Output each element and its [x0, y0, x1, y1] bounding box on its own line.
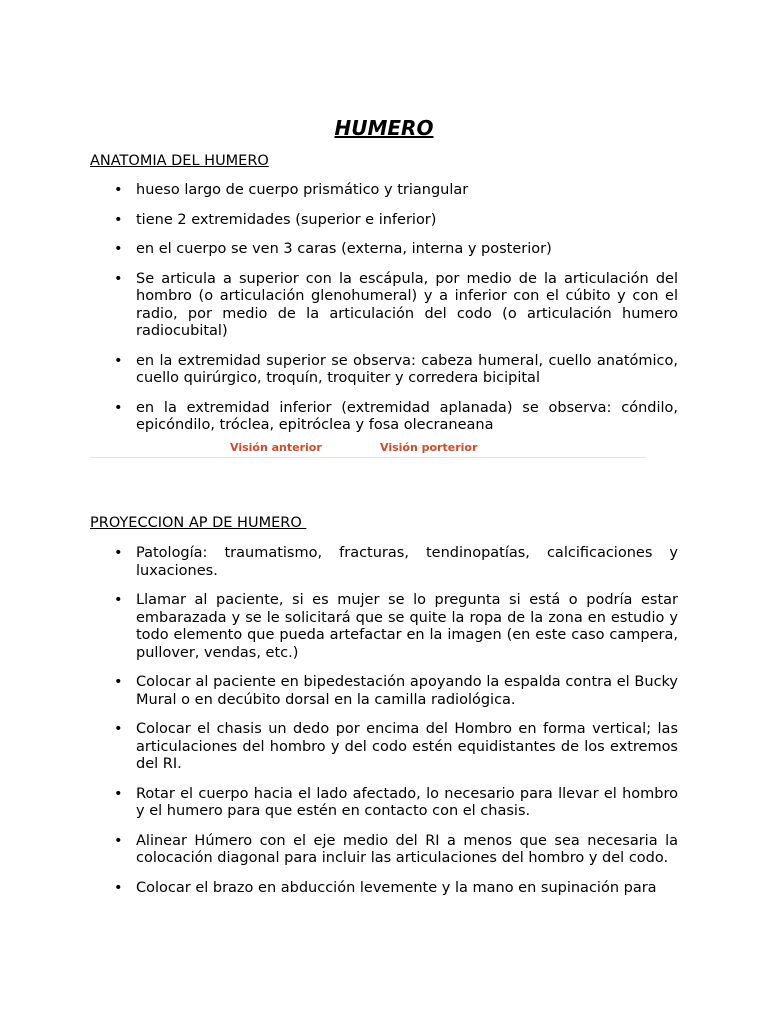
figure-caption-anterior: Visión anterior	[230, 441, 322, 454]
list-item	[112, 545, 678, 580]
bullet-icon: •	[114, 399, 123, 416]
list-item	[112, 182, 678, 200]
list-item	[112, 721, 678, 774]
bullet-icon: •	[114, 785, 123, 802]
list-item-text: Colocar al paciente en bipedestación apoyando la espalda contra el Bucky Mural o en decúbito dorsal en la camilla radiológica.	[136, 674, 678, 708]
bullet-icon: •	[114, 592, 123, 608]
section-heading-proyeccion: PROYECCION AP DE HUMERO	[90, 515, 307, 531]
list-item	[112, 786, 678, 821]
list-item-text: Se articula a superior con la escápula, por medio de la articulación del hombro (o articulación glenohumeral) y a inferior con el cúbito y con el radio, por medio de la articulación del codo (o articulación humero radiocubital)	[136, 270, 678, 339]
list-item-text: hueso largo de cuerpo prismático y triangular	[136, 182, 469, 198]
bullet-icon: •	[114, 352, 123, 369]
list-item	[112, 833, 678, 868]
list-item	[112, 271, 678, 341]
list-item	[112, 400, 678, 435]
bullet-icon: •	[114, 182, 123, 198]
anatomia-list	[112, 182, 678, 447]
figure-caption-posterior: Visión porterior	[380, 441, 478, 454]
list-item	[112, 674, 678, 709]
list-item-text: Llamar al paciente, si es mujer se lo pregunta si está o podría estar embarazada y se le solicitará que se quite la ropa de la zona en estudio y todo elemento que pueda artefactar en la imagen (en este caso campera, pullover, vendas, etc.)	[136, 592, 678, 661]
proyeccion-list	[112, 545, 678, 909]
list-item	[112, 592, 678, 662]
bullet-icon: •	[114, 545, 123, 561]
list-item	[112, 353, 678, 388]
list-item	[112, 880, 678, 898]
list-item-text: Colocar el chasis un dedo por encima del Hombro en forma vertical; las articulaciones del hombro y del codo estén equidistantes de los extremos del RI.	[136, 721, 678, 772]
list-item-text: Alinear Húmero con el eje medio del RI a menos que sea necesaria la colocación diagonal para incluir las articulaciones del hombro y del codo.	[136, 832, 678, 866]
list-item-text: en la extremidad inferior (extremidad aplanada) se observa: cóndilo, epicóndilo, tróclea, epitróclea y fosa olecraneana	[136, 399, 678, 433]
list-item-text: en la extremidad superior se observa: cabeza humeral, cuello anatómico, cuello quirúrgico, troquín, troquiter y corredera bicipital	[136, 352, 678, 386]
list-item-text: tiene 2 extremidades (superior e inferior)	[136, 211, 437, 228]
section-heading-anatomia: ANATOMIA DEL HUMERO	[90, 153, 269, 169]
list-item-text: Colocar el brazo en abducción levemente y la mano en supinación para	[136, 879, 657, 896]
bullet-icon: •	[114, 674, 123, 690]
list-item-text: Patología: traumatismo, fracturas, tendinopatías, calcificaciones y luxaciones.	[136, 545, 678, 579]
list-item	[112, 212, 678, 230]
list-item	[112, 241, 678, 259]
list-item-text: en el cuerpo se ven 3 caras (externa, interna y posterior)	[136, 241, 552, 257]
humerus-figure-strip	[90, 440, 646, 458]
page-title: HUMERO	[334, 116, 434, 140]
bullet-icon: •	[114, 721, 123, 737]
bullet-icon: •	[114, 241, 123, 257]
bullet-icon: •	[114, 270, 123, 287]
bullet-icon: •	[114, 879, 123, 896]
list-item-text: Rotar el cuerpo hacia el lado afectado, lo necesario para llevar el hombro y el humero para que estén en contacto con el chasis.	[136, 785, 678, 819]
bullet-icon: •	[114, 832, 123, 849]
bullet-icon: •	[114, 211, 123, 228]
